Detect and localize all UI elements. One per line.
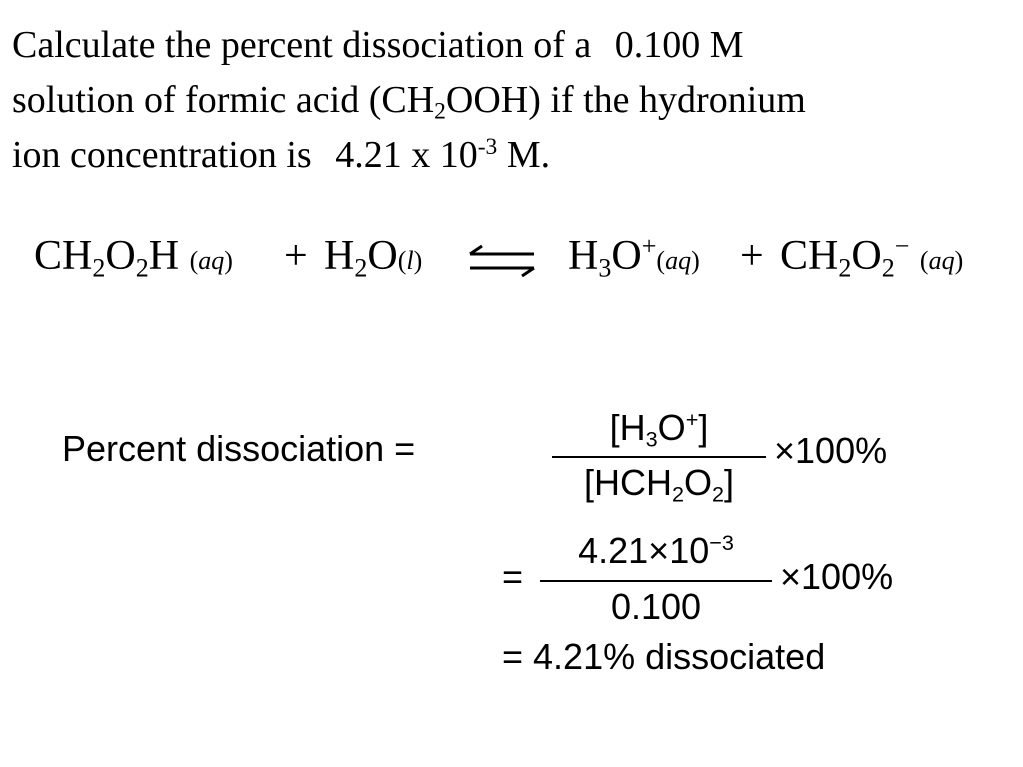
fraction-denominator: [HCH2O2] (583, 462, 735, 507)
reactant-formic-acid: $CH_2O_2H$ (aq) (34, 233, 233, 283)
fraction-numerator: [H3O+] (609, 407, 709, 452)
times-100-percent: ×100% (780, 556, 894, 597)
subscript: 2 (434, 98, 446, 125)
problem-text: ion concentration is (12, 134, 312, 176)
problem-text: OOH) if the hydronium (445, 79, 806, 121)
result-line: = 4.21% dissociated (502, 636, 826, 677)
step2-numerator: $4.21\times 10^{-3}$ (578, 530, 734, 571)
plus-sign: + (284, 233, 308, 279)
product-formate: $CH_2O_2^-$ (aq) (780, 231, 964, 283)
equals-sign: = (502, 556, 524, 597)
fraction-bar (540, 580, 772, 582)
product-hydronium: $H_3O^+(aq)$ (568, 231, 700, 283)
reactant-water: $H_2O(l)$ (324, 233, 423, 283)
times-100-percent: ×100% (774, 430, 888, 471)
problem-text: Calculate the percent dissociation of a (12, 24, 592, 66)
acid-concentration: 0.100 M (614, 24, 744, 66)
hydronium-concentration: 4.21 x $10^{-3}$ M. (335, 134, 551, 176)
percent-dissociation-label: Percent dissociation = (62, 428, 416, 469)
step2-denominator: 0.100 (610, 586, 702, 627)
plus-sign: + (740, 233, 764, 279)
fraction-bar (552, 456, 766, 458)
problem-text: solution of formic acid (CH (12, 79, 435, 121)
